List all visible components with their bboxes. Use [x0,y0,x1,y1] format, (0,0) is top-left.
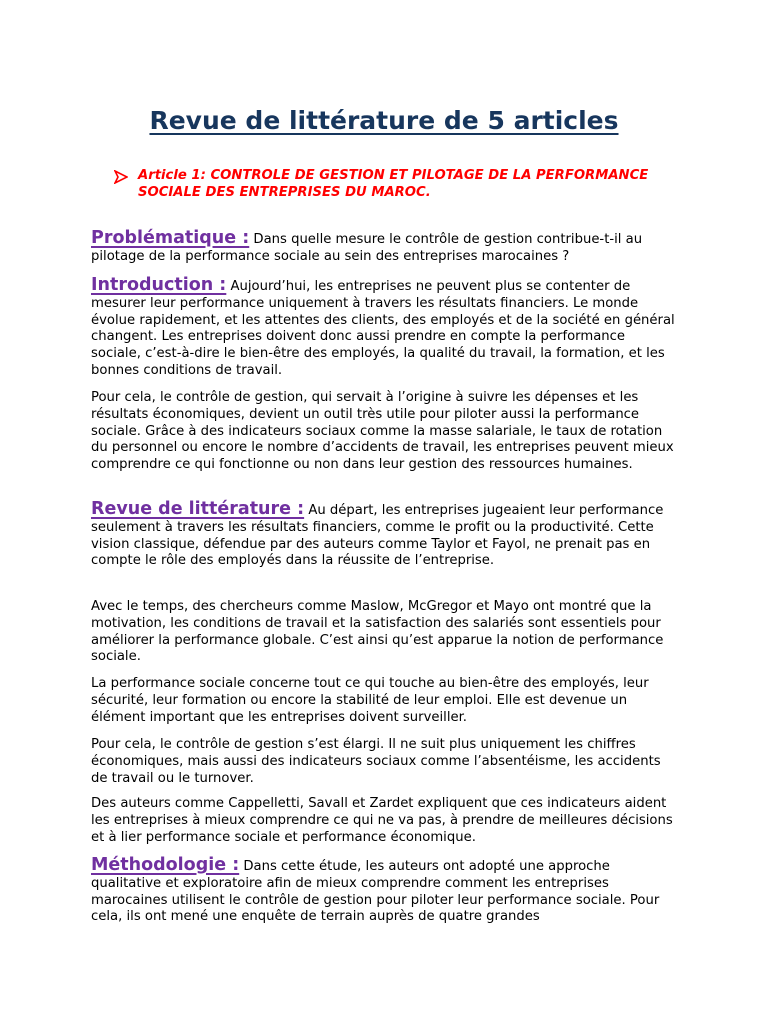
problematique-heading: Problématique : [91,228,250,248]
revue-text: Au départ, les entreprises jugeaient leur performance seulement à travers les résultats financiers, comme le profit ou la productivité. Cette vision classique, défendue par des auteurs comme Taylor et Fayol, ne prenait pas en compte le rôle des employés dans la réussite de l’entreprise. [91,503,664,569]
arrow-right-icon [114,170,128,184]
introduction-heading: Introduction : [91,275,227,295]
problematique-text: Dans quelle mesure le contrôle de gestion contribue-t-il au pilotage de la performance sociale au sein des entreprises marocaines ? [91,232,643,264]
document-title: Revue de littérature de 5 articles [149,106,619,135]
revue-section [91,501,676,570]
revue-paragraph-5: Des auteurs comme Cappelletti, Savall et Zardet expliquent que ces indicateurs aident les entreprises à mieux comprendre ce qui ne va pas, à prendre de meilleures décisions et à lier performance sociale et performance économique. [91,796,673,845]
methodologie-heading: Méthodologie : [91,855,240,875]
article-title: Article 1: CONTROLE DE GESTION ET PILOTAGE DE LA PERFORMANCE SOCIALE DES ENTREPRISES DU MAROC. [138,168,649,200]
introduction-section [91,277,676,380]
methodologie-text: Dans cette étude, les auteurs ont adopté une approche qualitative et exploratoire afin de mieux comprendre comment les entreprises marocaines utilisent le contrôle de gestion pour piloter leur performance sociale. Pour cela, ils ont mené une enquête de terrain auprès de quatre grandes [91,859,660,925]
introduction-text: Aujourd’hui, les entreprises ne peuvent plus se contenter de mesurer leur performance uniquement à travers les résultats financiers. Le monde évolue rapidement, et les attentes des clients, des employés et de la société en général changent. Les entreprises doivent donc aussi prendre en compte la performance sociale, c’est-à-dire le bien-être des employés, la qualité du travail, la formation, et les bonnes conditions de travail. [91,279,675,378]
problematique-section [91,230,676,266]
revue-paragraph-2: Avec le temps, des chercheurs comme Maslow, McGregor et Mayo ont montré que la motivation, les conditions de travail et la satisfaction des salariés sont essentiels pour améliorer la performance globale. C’est ainsi qu’est apparue la notion de performance sociale. [91,599,664,665]
revue-paragraph-3: La performance sociale concerne tout ce qui touche au bien-être des employés, leur sécurité, leur formation ou encore la stabilité de leur emploi. Elle est devenue un élément important que les entreprises doivent surveiller. [91,676,649,725]
methodologie-section [91,857,676,926]
revue-heading: Revue de littérature : [91,499,305,519]
introduction-paragraph-2: Pour cela, le contrôle de gestion, qui servait à l’origine à suivre les dépenses et les résultats économiques, devient un outil très utile pour piloter aussi la performance sociale. Grâce à des indicateurs sociaux comme la masse salariale, le taux de rotation du personnel ou encore le nombre d’accidents de travail, les entreprises peuvent mieux comprendre ce qui fonctionne ou non dans leur gestion des ressources humaines. [91,390,674,473]
revue-paragraph-4: Pour cela, le contrôle de gestion s’est élargi. Il ne suit plus uniquement les chiffres économiques, mais aussi des indicateurs sociaux comme l’absentéisme, les accidents de travail ou le turnover. [91,737,661,786]
